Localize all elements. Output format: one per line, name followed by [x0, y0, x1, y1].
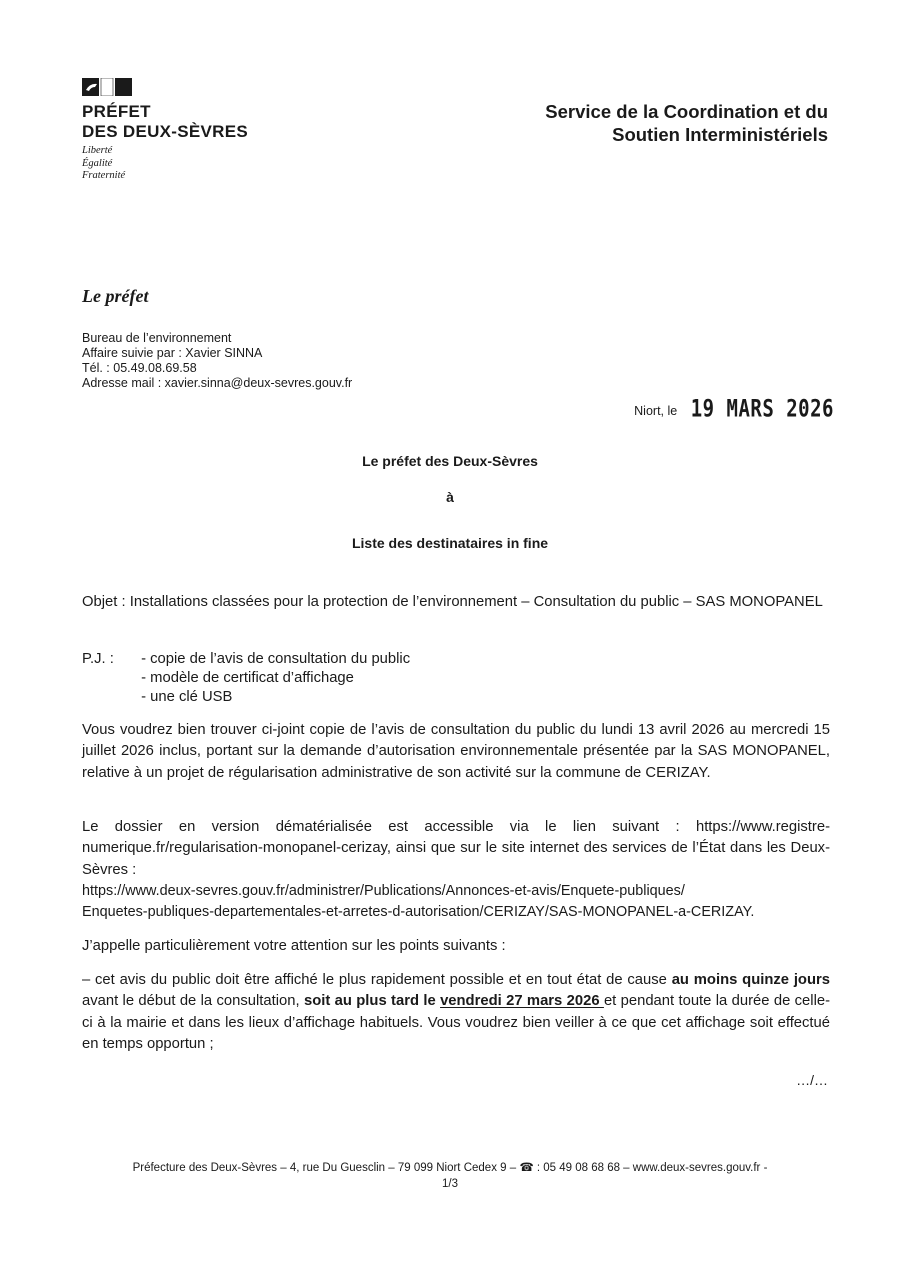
affichage-text-b: avant le début de la consultation,: [82, 993, 304, 1010]
republic-motto: [82, 145, 282, 183]
sender-line: Le préfet des Deux-Sèvres: [362, 453, 538, 469]
prefecture-name-line1: PRÉFET: [82, 102, 151, 121]
contact-bureau: Bureau de l’environnement: [82, 331, 232, 345]
paragraph-affichage: [82, 970, 830, 1055]
attachment-item: - une clé USB: [141, 689, 233, 705]
footer-phone-web: : 05 49 08 68 68 – www.deux-sevres.gouv.fr -: [533, 1162, 768, 1174]
affichage-text-a: – cet avis du public doit être affiché le plus rapidement possible et en tout état de cause: [82, 972, 672, 988]
service-name-line2: Soutien Interministériels: [612, 124, 828, 145]
motto-liberte: Liberté: [82, 145, 113, 156]
objet-paragraph: [82, 592, 830, 613]
telephone-icon: ☎: [519, 1162, 534, 1174]
affichage-bold-delay: au moins quinze jours: [671, 972, 830, 988]
contact-mail: Adresse mail : xavier.sinna@deux-sevres.gouv.fr: [82, 376, 353, 390]
date-stamp: 19 MARS 2026: [690, 395, 834, 423]
attachments-block: [82, 650, 410, 707]
contact-affaire: Affaire suivie par : Xavier SINNA: [82, 346, 263, 360]
dossier-url-line2: Enquetes-publiques-departementales-et-arretes-d-autorisation/CERIZAY/SAS-MONOPANEL-a-CERIZAY.: [82, 904, 755, 921]
objet-text: Installations classées pour la protection de l’environnement – Consultation du public – SAS MONOPANEL: [129, 594, 823, 610]
to-word: à: [446, 489, 454, 505]
motto-egalite: Égalité: [82, 157, 113, 169]
prefecture-name-line2: DES DEUX-SÈVRES: [82, 122, 249, 141]
dossier-url-line1: https://www.deux-sevres.gouv.fr/administrer/Publications/Annonces-et-avis/Enquete-publiques/: [82, 883, 685, 899]
paragraph-dossier-text: Le dossier en version dématérialisée est accessible via le lien suivant : https://www.registre-numerique.fr/regularisation-monopanel-cerizay, ainsi que sur le site internet des services de l’État dans les Deux-Sèvres :: [82, 819, 830, 878]
recipients-line: Liste des destinataires in fine: [351, 535, 549, 551]
affichage-deadline-date: vendredi 27 mars 2026: [440, 993, 604, 1010]
marianne-logo-icon: [82, 78, 132, 96]
motto-fraternite: Fraternité: [82, 170, 126, 181]
footer-address: Préfecture des Deux-Sèvres – 4, rue Du Guesclin – 79 099 Niort Cedex 9 –: [132, 1162, 520, 1174]
attachment-item: - modèle de certificat d’affichage: [141, 670, 354, 686]
dossier-url: [82, 881, 842, 924]
footer-address-line: [0, 1160, 900, 1176]
contact-block: [82, 331, 352, 391]
footer: [0, 1160, 900, 1192]
service-name: [448, 100, 828, 146]
signatory-title: Le préfet: [82, 286, 149, 306]
date-line: [634, 395, 834, 423]
date-prefix: Niort, le: [634, 404, 678, 418]
objet-label: Objet :: [82, 594, 126, 610]
attachment-item: - copie de l’avis de consultation du public: [141, 651, 411, 667]
service-name-line1: Service de la Coordination et du: [545, 101, 828, 122]
paragraph-attention: J’appelle particulièrement votre attention sur les points suivants :: [82, 938, 506, 954]
affichage-bold-deadline-prefix: soit au plus tard le: [303, 993, 441, 1010]
contact-tel: Tél. : 05.49.08.69.58: [82, 361, 197, 375]
prefecture-logo-block: [82, 78, 282, 183]
attachments-label: P.J. :: [82, 651, 114, 667]
paragraph-avis: Vous voudrez bien trouver ci-joint copie de l’avis de consultation du public du lundi 13 avril 2026 au mercredi 15 juillet 2026 inclus, portant sur la demande d’autorisation environnementale présentée par la SAS MONOPANEL, relative à un projet de régularisation administrative de son activité sur la commune de CERIZAY.: [82, 722, 830, 781]
attachments-list: [141, 650, 410, 707]
continuation-mark: …/…: [796, 1072, 828, 1088]
affichage-text-c: et pendant toute la durée de celle-ci à la mairie et dans les lieux d’affichage habituels. Vous voudrez bien veiller à ce que cet affichage soit effectué en temps opportun ;: [82, 993, 831, 1052]
paragraph-dossier: [82, 817, 830, 881]
page-number: 1/3: [442, 1178, 458, 1190]
